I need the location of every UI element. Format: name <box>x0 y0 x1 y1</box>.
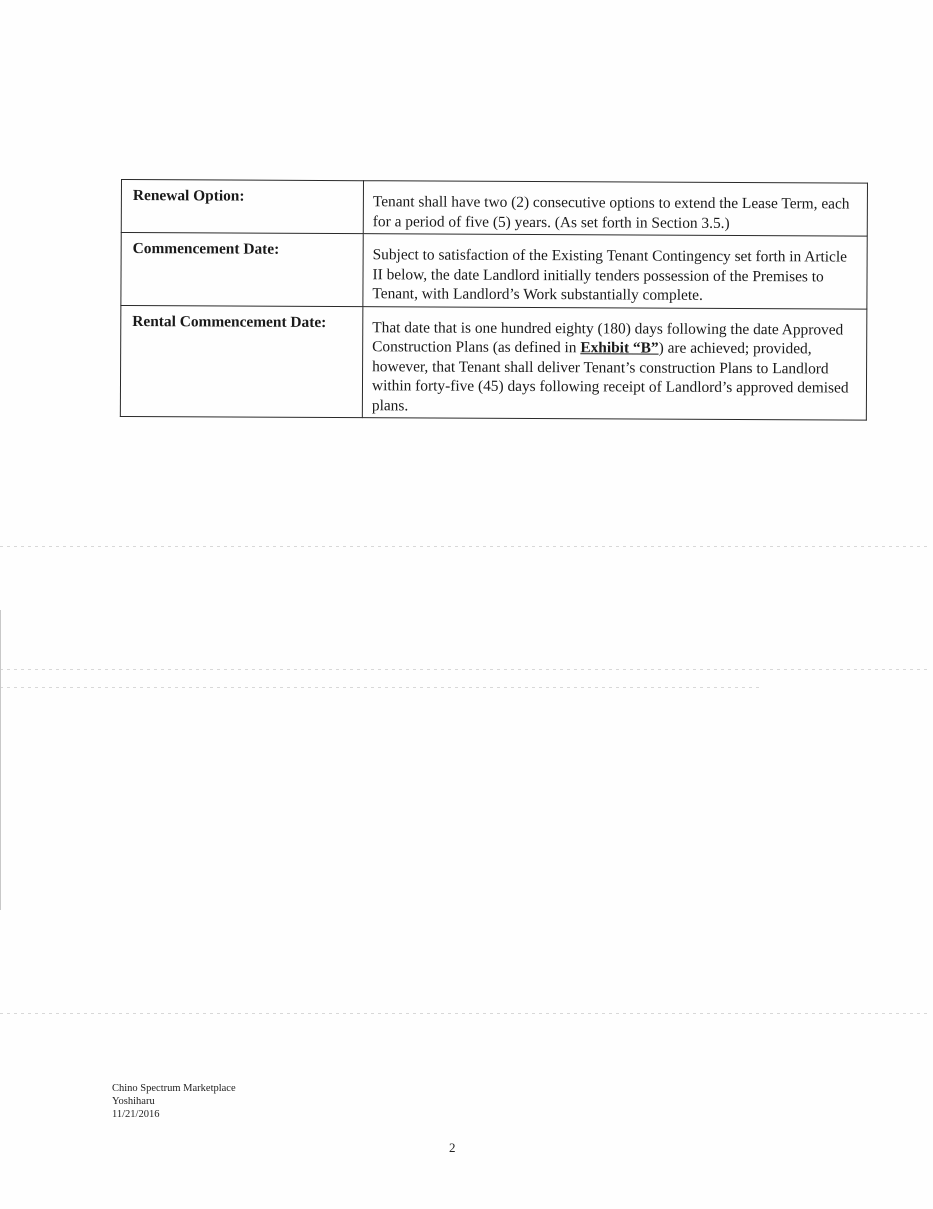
table-row <box>120 305 867 420</box>
rental-commencement-text-after: ) are achieved; provided, however, that Tenant shall deliver Tenant’s construction Plans to Landlord within forty-five (45) days following receipt of Landlord’s approved demised plans. <box>371 339 849 414</box>
term-label-rental-commencement-date: Rental Commencement Date: <box>120 305 363 418</box>
footer-property-name: Chino Spectrum Marketplace <box>112 1083 236 1094</box>
footer-date: 11/21/2016 <box>112 1109 160 1120</box>
scan-artifact-line <box>0 1013 930 1014</box>
term-value-commencement-date: Subject to satisfaction of the Existing Tenant Contingency set forth in Article II below, the date Landlord initially tenders possession of the Premises to Tenant, with Landlord’s Work substantially complete. <box>363 234 867 309</box>
term-label-commencement-date: Commencement Date: <box>121 233 363 307</box>
scan-artifact-line <box>0 669 930 670</box>
page-number: 2 <box>449 1140 456 1155</box>
term-label-renewal-option: Renewal Option: <box>121 180 363 234</box>
scan-artifact-line <box>0 687 760 688</box>
scan-artifact-edge <box>0 610 1 910</box>
term-value-renewal-option: Tenant shall have two (2) consecutive options to extend the Lease Term, each for a period of five (5) years. (As set forth in Section 3.5.) <box>363 181 867 236</box>
exhibit-b-reference: Exhibit “B” <box>580 339 659 357</box>
term-value-rental-commencement-date <box>362 306 867 420</box>
table-row <box>121 233 867 309</box>
footer-tenant-name: Yoshiharu <box>112 1096 155 1107</box>
lease-terms-table <box>120 179 868 421</box>
scan-artifact-line <box>0 546 930 547</box>
rental-commencement-text-before: That date that is one hundred eighty (180) days following the date Approved Construction Plans (as defined in <box>372 318 844 357</box>
document-footer <box>112 1082 236 1121</box>
table-row <box>121 180 867 237</box>
